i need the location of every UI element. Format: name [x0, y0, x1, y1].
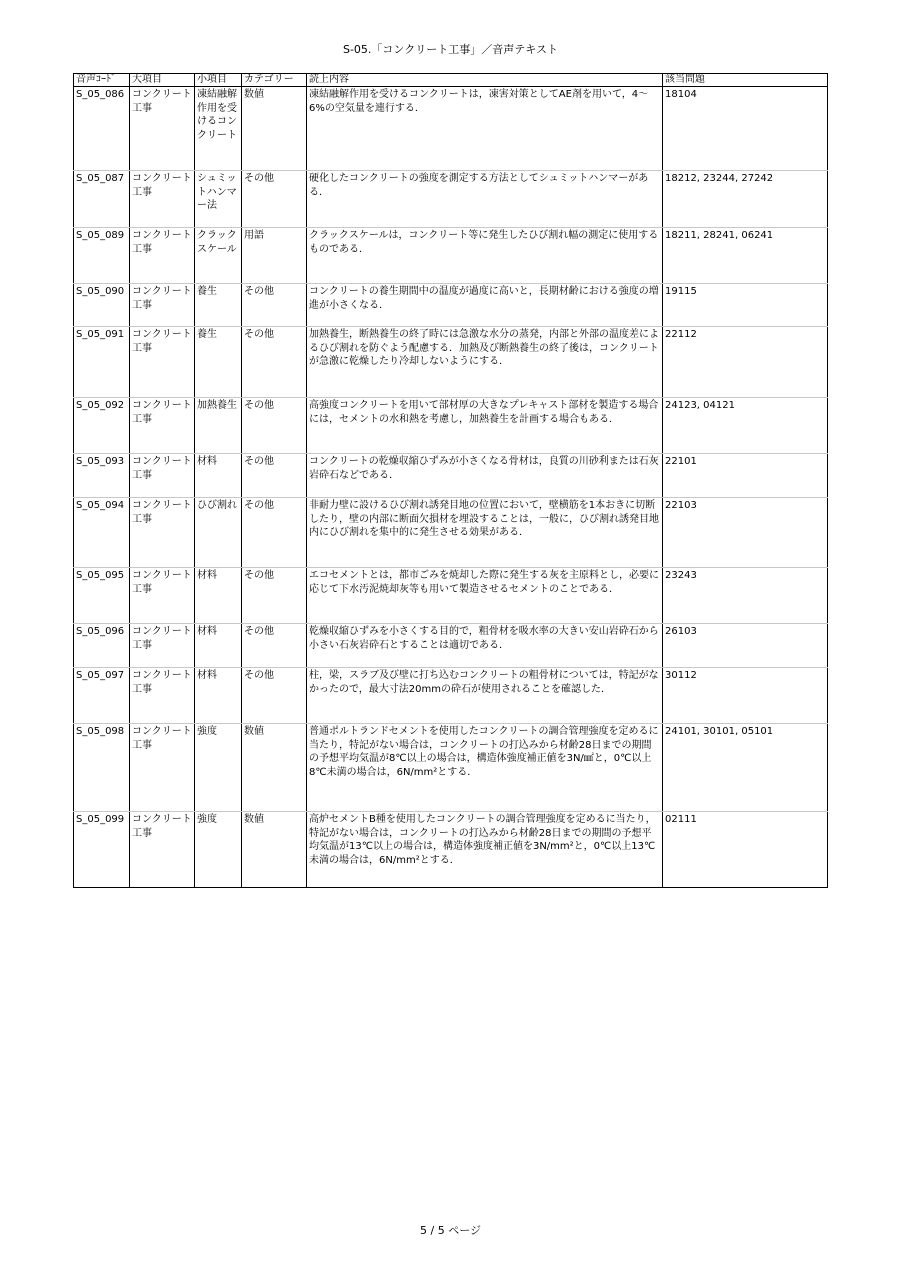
- cell-minor: クラックスケール: [195, 228, 242, 284]
- cell-major: コンクリート工事: [130, 398, 195, 454]
- cell-text: コンクリートの養生期間中の温度が過度に高いと，長期材齢における強度の増進が小さくなる．: [307, 284, 663, 327]
- column-header-problems: 該当問題: [663, 74, 828, 87]
- table-row: [74, 327, 828, 398]
- cell-problems: 24123, 04121: [663, 398, 828, 454]
- cell-minor: 材料: [195, 624, 242, 668]
- cell-category: その他: [242, 284, 307, 327]
- cell-text: 普通ポルトランドセメントを使用したコンクリートの調合管理強度を定めるに当たり，特記がない場合は，コンクリートの打込みから材齢28日までの期間の予想平均気温が8℃以上の場合は，構造体強度補正値を3N/㎟と，0℃以上8℃未満の場合は，6N/mm²とする．: [307, 724, 663, 812]
- cell-code: S_05_089: [74, 228, 130, 284]
- cell-category: その他: [242, 454, 307, 498]
- table-header-row: [74, 74, 828, 87]
- cell-code: S_05_086: [74, 87, 130, 171]
- cell-minor: 材料: [195, 454, 242, 498]
- cell-code: S_05_092: [74, 398, 130, 454]
- cell-text: 加熱養生，断熱養生の終了時には急激な水分の蒸発，内部と外部の温度差によるひび割れを防ぐよう配慮する．加熱及び断熱養生の終了後は，コンクリートが急激に乾燥したり冷却しないようにする．: [307, 327, 663, 398]
- cell-major: コンクリート工事: [130, 228, 195, 284]
- cell-category: 用語: [242, 228, 307, 284]
- cell-text: 高炉セメントB種を使用したコンクリートの調合管理強度を定めるに当たり，特記がない場合は，コンクリートの打込みから材齢28日までの期間の予想平均気温が13℃以上の場合は，構造体強度補正値を3N/mm²と，0℃以上13℃未満の場合は，6N/mm²とする．: [307, 812, 663, 888]
- table-row: [74, 812, 828, 888]
- cell-text: 柱，梁，スラブ及び壁に打ち込むコンクリートの粗骨材については，特記がなかったので，最大寸法20mmの砕石が使用されることを確認した．: [307, 668, 663, 724]
- voice-text-table: [73, 73, 828, 888]
- cell-major: コンクリート工事: [130, 454, 195, 498]
- cell-category: 数値: [242, 87, 307, 171]
- table-row: [74, 668, 828, 724]
- cell-problems: 30112: [663, 668, 828, 724]
- cell-text: クラックスケールは，コンクリート等に発生したひび割れ幅の測定に使用するものである．: [307, 228, 663, 284]
- cell-category: その他: [242, 568, 307, 624]
- cell-category: 数値: [242, 724, 307, 812]
- cell-code: S_05_091: [74, 327, 130, 398]
- cell-problems: 18212, 23244, 27242: [663, 171, 828, 228]
- table-row: [74, 498, 828, 568]
- cell-major: コンクリート工事: [130, 568, 195, 624]
- cell-code: S_05_093: [74, 454, 130, 498]
- cell-code: S_05_087: [74, 171, 130, 228]
- cell-minor: ひび割れ: [195, 498, 242, 568]
- cell-category: その他: [242, 668, 307, 724]
- cell-problems: 26103: [663, 624, 828, 668]
- cell-code: S_05_095: [74, 568, 130, 624]
- cell-major: コンクリート工事: [130, 624, 195, 668]
- cell-major: コンクリート工事: [130, 498, 195, 568]
- cell-problems: 23243: [663, 568, 828, 624]
- table-row: [74, 87, 828, 171]
- column-header-code: 音声ｺｰﾄﾞ: [74, 74, 130, 87]
- cell-category: その他: [242, 398, 307, 454]
- cell-text: 乾燥収縮ひずみを小さくする目的で，粗骨材を吸水率の大きい安山岩砕石から小さい石灰岩砕石とすることは適切である．: [307, 624, 663, 668]
- cell-code: S_05_094: [74, 498, 130, 568]
- cell-code: S_05_096: [74, 624, 130, 668]
- cell-minor: 強度: [195, 812, 242, 888]
- column-header-minor: 小項目: [195, 74, 242, 87]
- page-number: 5 / 5 ページ: [420, 1224, 481, 1237]
- table-row: [74, 171, 828, 228]
- cell-minor: シュミットハンマー法: [195, 171, 242, 228]
- cell-text: コンクリートの乾燥収縮ひずみが小さくなる骨材は，良質の川砂利または石灰岩砕石などである．: [307, 454, 663, 498]
- cell-code: S_05_097: [74, 668, 130, 724]
- table-row: [74, 568, 828, 624]
- cell-category: その他: [242, 171, 307, 228]
- column-header-text: 読上内容: [307, 74, 663, 87]
- cell-text: エコセメントとは，都市ごみを焼却した際に発生する灰を主原料とし，必要に応じて下水汚泥焼却灰等も用いて製造させるセメントのことである．: [307, 568, 663, 624]
- cell-category: その他: [242, 498, 307, 568]
- cell-minor: 材料: [195, 568, 242, 624]
- cell-problems: 18211, 28241, 06241: [663, 228, 828, 284]
- column-header-major: 大項目: [130, 74, 195, 87]
- cell-problems: 22101: [663, 454, 828, 498]
- cell-problems: 22103: [663, 498, 828, 568]
- cell-minor: 強度: [195, 724, 242, 812]
- cell-minor: 凍結融解作用を受けるコンクリート: [195, 87, 242, 171]
- cell-major: コンクリート工事: [130, 87, 195, 171]
- cell-text: 硬化したコンクリートの強度を測定する方法としてシュミットハンマーがある．: [307, 171, 663, 228]
- table-row: [74, 284, 828, 327]
- table-row: [74, 454, 828, 498]
- cell-text: 高強度コンクリートを用いて部材厚の大きなプレキャスト部材を製造する場合には，セメントの水和熱を考慮し，加熱養生を計画する場合もある．: [307, 398, 663, 454]
- table-row: [74, 228, 828, 284]
- table-row: [74, 724, 828, 812]
- cell-major: コンクリート工事: [130, 171, 195, 228]
- cell-problems: 19115: [663, 284, 828, 327]
- cell-major: コンクリート工事: [130, 327, 195, 398]
- cell-category: 数値: [242, 812, 307, 888]
- cell-problems: 24101, 30101, 05101: [663, 724, 828, 812]
- cell-code: S_05_090: [74, 284, 130, 327]
- cell-major: コンクリート工事: [130, 284, 195, 327]
- cell-code: S_05_099: [74, 812, 130, 888]
- cell-problems: 18104: [663, 87, 828, 171]
- cell-minor: 材料: [195, 668, 242, 724]
- cell-text: 凍結融解作用を受けるコンクリートは，凍害対策としてAE剤を用いて，4～6%の空気量を連行する．: [307, 87, 663, 171]
- cell-category: その他: [242, 327, 307, 398]
- cell-category: その他: [242, 624, 307, 668]
- column-header-category: カテゴリー: [242, 74, 307, 87]
- cell-minor: 養生: [195, 327, 242, 398]
- cell-minor: 加熱養生: [195, 398, 242, 454]
- table-row: [74, 398, 828, 454]
- cell-minor: 養生: [195, 284, 242, 327]
- cell-major: コンクリート工事: [130, 668, 195, 724]
- cell-major: コンクリート工事: [130, 812, 195, 888]
- table-row: [74, 624, 828, 668]
- page-title: S-05.「コンクリート工事」／音声テキスト: [342, 43, 558, 56]
- cell-text: 非耐力壁に設けるひび割れ誘発目地の位置において，壁横筋を1本おきに切断したり，壁の内部に断面欠損材を埋設することは，一般に，ひび割れ誘発目地内にひび割れを集中的に発生させる効果がある．: [307, 498, 663, 568]
- cell-major: コンクリート工事: [130, 724, 195, 812]
- cell-problems: 02111: [663, 812, 828, 888]
- cell-problems: 22112: [663, 327, 828, 398]
- cell-code: S_05_098: [74, 724, 130, 812]
